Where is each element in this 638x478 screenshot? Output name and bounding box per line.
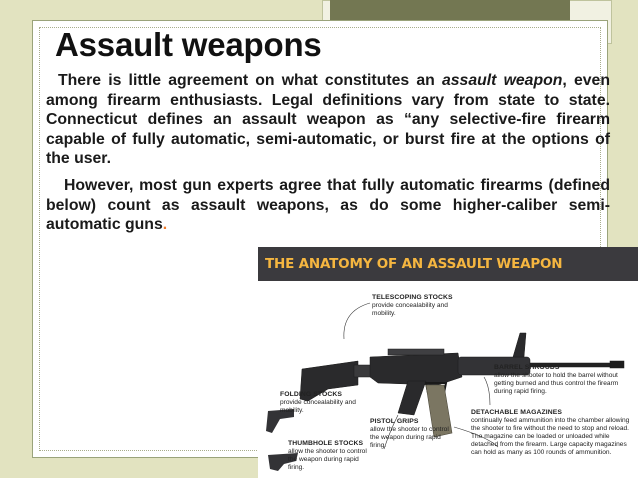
callout-telescoping-title: TELESCOPING STOCKS [372,294,453,301]
callout-folding-title: FOLDING STOCKS [280,391,343,398]
callout-pistol-title: PISTOL GRIPS [370,418,419,425]
callout-thumbhole-desc: allow the shooter to control the weapon during rapid firing. [288,448,367,471]
callout-folding-desc: provide concealability and mobility. [280,399,356,414]
callout-barrel-title: BARREL SHROUDS [494,364,560,371]
callout-folding-stocks [280,391,360,415]
callout-magazines-title: DETACHABLE MAGAZINES [471,409,562,416]
callout-telescoping-stocks [372,294,462,318]
callout-pistol-grips [370,418,450,450]
paragraph-2-end: . [162,216,168,234]
weapon-anatomy-infographic [258,247,638,478]
slide-body [46,71,610,242]
callout-barrel-desc: allow the shooter to hold the barrel without getting burned and thus control the firearm during rapid firing. [494,372,619,395]
callout-detachable-magazines [471,409,631,457]
callout-barrel-shrouds [494,364,624,396]
paragraph-1-emphasis: assault weapon [441,72,563,89]
slide-title: Assault weapons [55,26,322,63]
infographic-header: THE ANATOMY OF AN ASSAULT WEAPON [258,247,638,281]
paragraph-2 [46,176,610,235]
paragraph-1 [46,71,610,169]
callout-magazines-desc: continually feed ammunition into the chamber allowing the shooter to fire without the need to stop and reload. The magazine can be loaded or unloaded while detached from the firearm. Large capacity magazines can hold as many as 100 rounds of ammunition. [471,417,630,456]
paragraph-2-text: However, most gun experts agree that fully automatic firearms (defined below) count as assault weapons, as do some higher-caliber semi-automatic guns [46,176,610,234]
callout-thumbhole-stocks [288,440,368,472]
paragraph-1-rest: , even among firearm enthusiasts. Legal definitions vary from state to state. Connecticut defines an assault weapon as “any selective-fire firearm capable of fully automatic, semi-automatic, or burst fire at the options of the user. [46,72,610,168]
callout-thumbhole-title: THUMBHOLE STOCKS [288,440,364,447]
callout-telescoping-desc: provide concealability and mobility. [372,302,448,317]
paragraph-1-start: There is little agreement on what constitutes an [58,72,442,89]
callout-pistol-desc: allow the shooter to control the weapon during rapid firing. [370,426,449,449]
